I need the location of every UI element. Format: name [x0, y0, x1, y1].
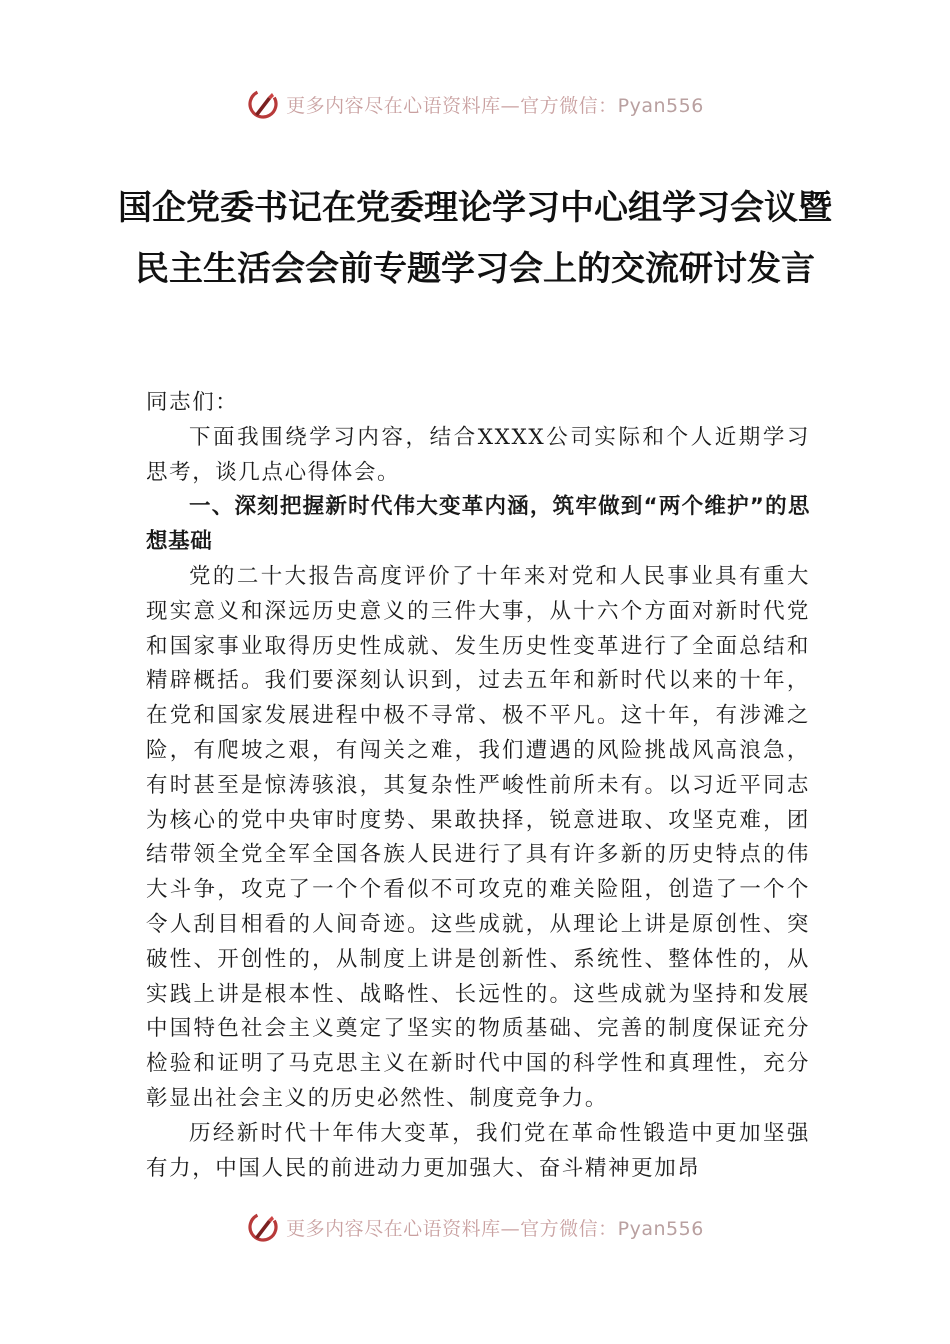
footer-watermark: [0, 1206, 950, 1242]
pen-logo-icon: [246, 1210, 280, 1242]
body-paragraph: 党的二十大报告高度评价了十年来对党和人民事业具有重大现实意义和深远历史意义的三件大事，从十六个方面对新时代党和国家事业取得历史性成就、发生历史性变革进行了全面总结和精辟概括。我们要深刻认识到，过去五年和新时代以来的十年，在党和国家发展进程中极不寻常、极不平凡。这十年，有涉滩之险，有爬坡之艰，有闯关之难，我们遭遇的风险挑战风高浪急，有时甚至是惊涛骇浪，其复杂性严峻性前所未有。以习近平同志为核心的党中央审时度势、果敢抉择，锐意进取、攻坚克难，团结带领全党全军全国各族人民进行了具有许多新的历史特点的伟大斗争，攻克了一个个看似不可攻克的难关险阻，创造了一个个令人刮目相看的人间奇迹。这些成就，从理论上讲是原创性、突破性、开创性的，从制度上讲是创新性、系统性、整体性的，从实践上讲是根本性、战略性、长远性的。这些成就为坚持和发展中国特色社会主义奠定了坚实的物质基础、完善的制度保证充分检验和证明了马克思主义在新时代中国的科学性和真理性，充分彰显出社会主义的历史必然性、制度竞争力。: [146, 563, 810, 1111]
document-title: 国企党委书记在党委理论学习中心组学习会议暨民主生活会会前专题学习会上的交流研讨发言: [118, 188, 832, 289]
body-paragraph: 历经新时代十年伟大变革，我们党在革命性锻造中更加坚强有力，中国人民的前进动力更加强大、奋斗精神更加昂: [146, 1120, 810, 1181]
document-body: [146, 386, 810, 1186]
section-heading: 一、深刻把握新时代伟大变革内涵，筑牢做到“两个维护”的思想基础: [146, 494, 810, 555]
salutation: 同志们：: [146, 390, 239, 415]
watermark-text: 更多内容尽在心语资料库—官方微信：Pyan556: [286, 1217, 704, 1240]
intro-paragraph: 下面我围绕学习内容，结合XXXX公司实际和个人近期学习思考，谈几点心得体会。: [146, 424, 810, 485]
header-watermark: [0, 84, 950, 124]
pen-logo-icon: [246, 87, 280, 121]
watermark-text: 更多内容尽在心语资料库—官方微信：Pyan556: [286, 94, 704, 117]
